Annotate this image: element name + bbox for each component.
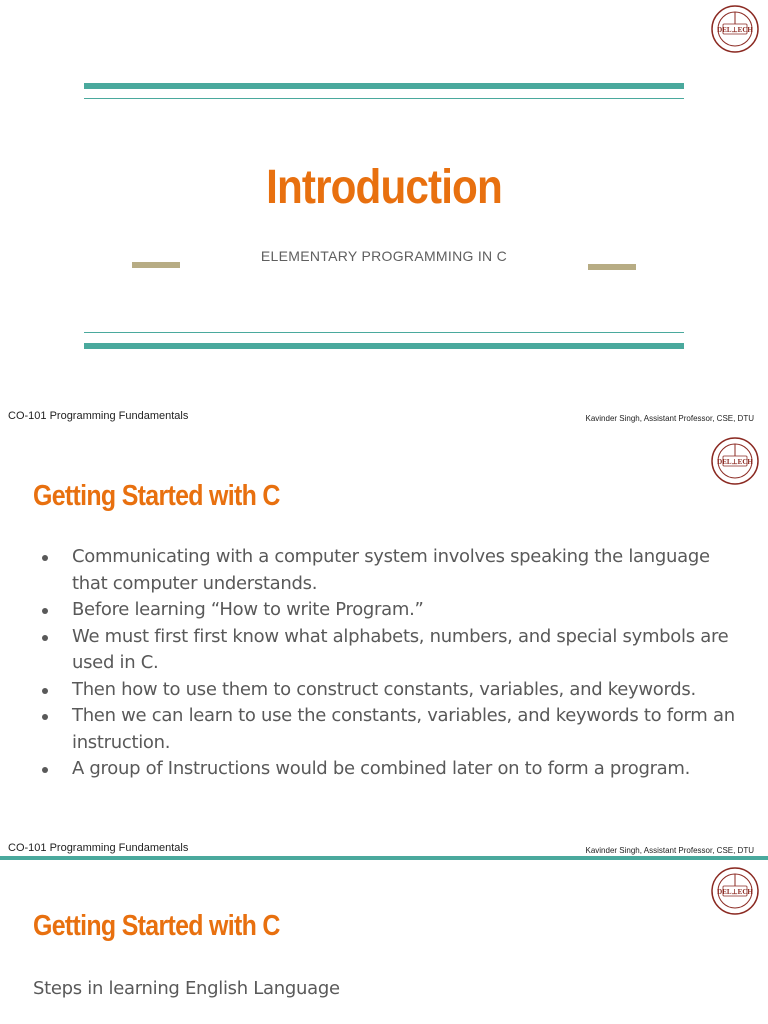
list-item: A group of Instructions would be combined later on to form a program. — [40, 756, 740, 783]
bullet-icon — [42, 688, 48, 694]
dtu-seal-icon — [710, 866, 760, 916]
bottom-teal-line — [84, 332, 684, 333]
course-footer: CO-101 Programming Fundamentals — [8, 842, 189, 854]
bullet-icon — [42, 714, 48, 720]
right-tan-dash — [588, 264, 636, 270]
slide-heading: Getting Started with C — [33, 480, 280, 512]
slide-getting-started-2 — [0, 860, 768, 1024]
list-item: Then how to use them to construct constants, variables, and keywords. — [40, 677, 740, 704]
slide-getting-started — [0, 432, 768, 860]
list-item: We must first first know what alphabets, numbers, and special symbols are used in C. — [40, 624, 740, 677]
top-teal-bar — [84, 83, 684, 89]
course-footer: CO-101 Programming Fundamentals — [8, 410, 189, 422]
author-footer: Kavinder Singh, Assistant Professor, CSE, DTU — [585, 846, 754, 855]
bottom-teal-bar — [84, 343, 684, 349]
slide-body-text: Steps in learning English Language — [33, 978, 340, 999]
dtu-seal-icon — [710, 436, 760, 486]
bullet-icon — [42, 555, 48, 561]
bullet-icon — [42, 767, 48, 773]
bullet-list — [40, 544, 740, 783]
slide-heading: Getting Started with C — [33, 910, 280, 942]
list-item: Then we can learn to use the constants, variables, and keywords to form an instruction. — [40, 703, 740, 756]
dtu-seal-icon — [710, 4, 760, 54]
author-footer: Kavinder Singh, Assistant Professor, CSE, DTU — [585, 414, 754, 423]
top-teal-line — [84, 98, 684, 99]
list-item: Before learning “How to write Program.” — [40, 597, 740, 624]
svg-text:DEL⊥ECH: DEL⊥ECH — [717, 458, 753, 466]
svg-text:DEL⊥ECH: DEL⊥ECH — [717, 888, 753, 896]
slide-title — [0, 0, 768, 432]
slide-subtitle: ELEMENTARY PROGRAMMING IN C — [260, 248, 508, 264]
bullet-icon — [42, 608, 48, 614]
svg-text:DEL⊥ECH: DEL⊥ECH — [717, 26, 753, 34]
list-item: Communicating with a computer system involves speaking the language that computer understands. — [40, 544, 740, 597]
bullet-icon — [42, 635, 48, 641]
slide-title-text: Introduction — [266, 161, 502, 214]
